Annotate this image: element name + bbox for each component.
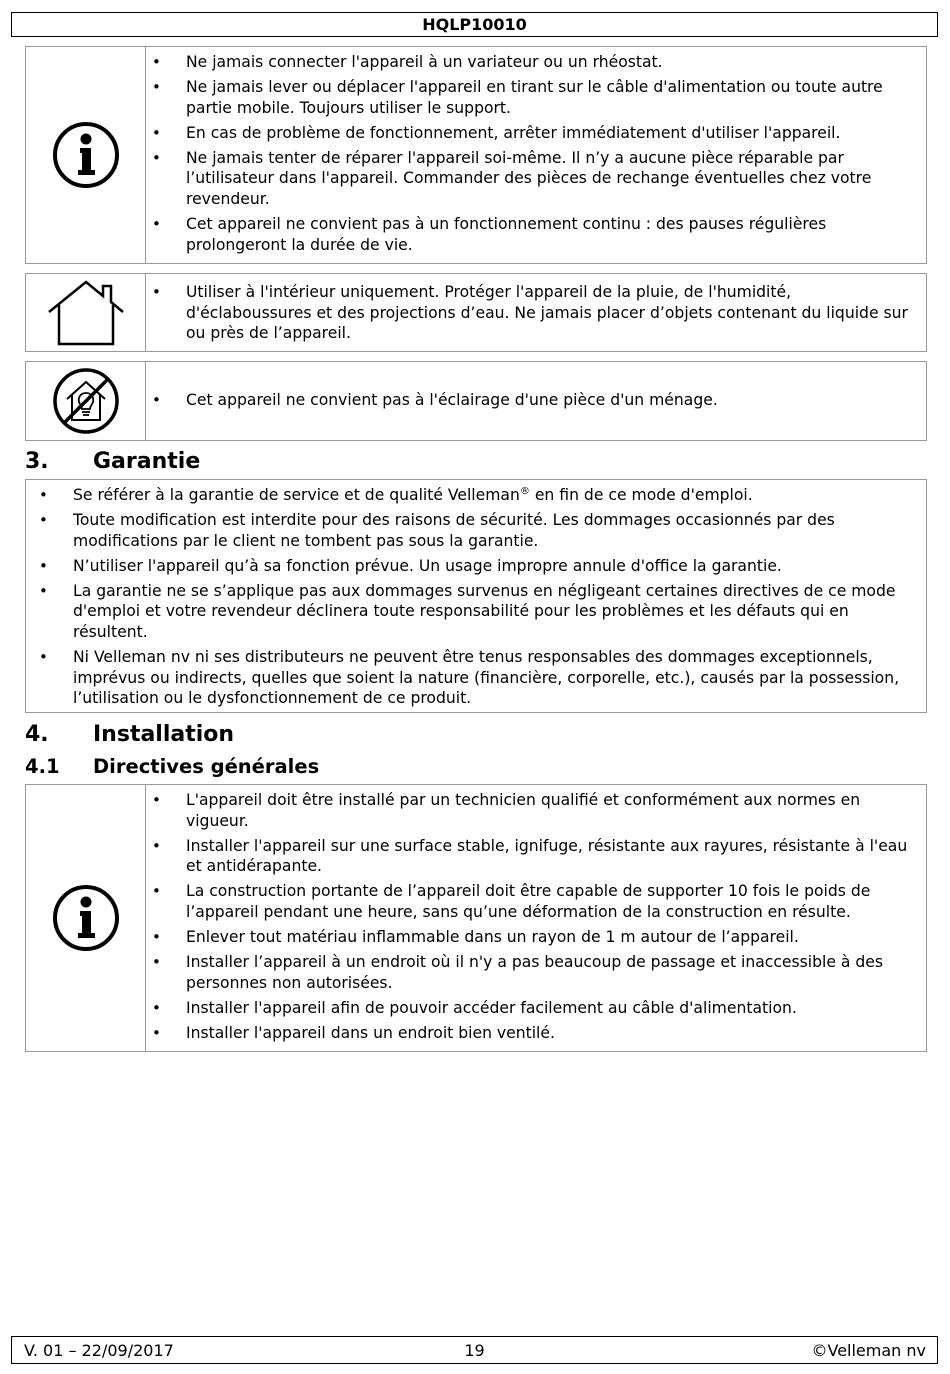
section-number: 4. xyxy=(25,722,49,747)
bullet-list xyxy=(146,790,920,1044)
list-item: • Cet appareil ne convient pas à l'éclairage d'une pièce d'un ménage. xyxy=(146,390,920,411)
list-item xyxy=(26,485,920,506)
page-footer xyxy=(11,1336,938,1364)
text-cell xyxy=(146,47,926,263)
list-item: • Enlever tout matériau inflammable dans un rayon de 1 m autour de l’appareil. xyxy=(146,927,920,948)
section-title: Garantie xyxy=(93,449,201,474)
safety-box-household xyxy=(25,361,927,441)
section-number: 4.1 xyxy=(25,755,60,778)
bullet-list xyxy=(146,282,920,344)
list-item: • Ni Velleman nv ni ses distributeurs ne peuvent être tenus responsables des dommages exceptionnels, imprévus ou indirects, quelles que soient la nature (financière, corporelle, etc.), causés par la possession, l’utilisation ou le dysfonctionnement de ce produit. xyxy=(26,647,920,709)
safety-box-info xyxy=(25,46,927,264)
copyright: ©Velleman nv xyxy=(811,1341,926,1360)
list-item: • Installer l'appareil dans un endroit bien ventilé. xyxy=(146,1023,920,1044)
bullet-list xyxy=(146,52,920,255)
item-text: en fin de ce mode d'emploi. xyxy=(529,486,753,504)
list-item: • Cet appareil ne convient pas à un fonctionnement continu : des pauses régulières prolongeront la durée de vie. xyxy=(146,214,920,255)
list-item: • Toute modification est interdite pour des raisons de sécurité. Les dommages occasionnés par des modifications par le client ne tombent pas sous la garantie. xyxy=(26,510,920,551)
text-cell xyxy=(146,785,926,1051)
icon-cell xyxy=(26,785,146,1051)
installation-box-info xyxy=(25,784,927,1052)
icon-cell xyxy=(26,274,146,351)
safety-box-indoor xyxy=(25,273,927,352)
list-item: • Installer l'appareil sur une surface stable, ignifuge, résistante aux rayures, résistante à l'eau et antidérapante. xyxy=(146,836,920,877)
item-text: Se référer à la garantie de service et de qualité Velleman xyxy=(73,486,520,504)
section-title: Directives générales xyxy=(93,755,320,778)
list-item: • Utiliser à l'intérieur uniquement. Protéger l'appareil de la pluie, de l'humidité, d'éclaboussures et des projections d’eau. Ne jamais placer d’objets contenant du liquide sur ou près de l’appareil. xyxy=(146,282,920,344)
list-item: • Ne jamais connecter l'appareil à un variateur ou un rhéostat. xyxy=(146,52,920,73)
text-cell xyxy=(146,362,926,440)
model-title: HQLP10010 xyxy=(422,15,527,34)
icon-cell xyxy=(26,362,146,440)
info-icon xyxy=(51,120,121,190)
section-number: 3. xyxy=(25,449,49,474)
page-header xyxy=(11,12,938,37)
list-item: • Installer l’appareil à un endroit où il n'y a pas beaucoup de passage et inaccessible à des personnes non autorisées. xyxy=(146,952,920,993)
section-heading xyxy=(25,722,234,748)
info-icon xyxy=(51,883,121,953)
bullet-list xyxy=(26,485,920,709)
subsection-heading xyxy=(25,755,319,779)
registered-mark: ® xyxy=(519,485,530,497)
list-item: • Ne jamais lever ou déplacer l'appareil en tirant sur le câble d'alimentation ou toute autre partie mobile. Toujours utiliser le support. xyxy=(146,77,920,118)
list-item: • La garantie ne se s’applique pas aux dommages survenus en négligeant certaines directives de ce mode d'emploi et votre revendeur déclinera toute responsabilité pour les problèmes et les défauts qui en résultent. xyxy=(26,581,920,643)
list-item: • En cas de problème de fonctionnement, arrêter immédiatement d'utiliser l'appareil. xyxy=(146,123,920,144)
house-icon xyxy=(45,278,127,348)
list-item: • Ne jamais tenter de réparer l'appareil soi-même. Il n’y a aucune pièce réparable par l’utilisateur dans l'appareil. Commander des pièces de rechange éventuelles chez votre revendeur. xyxy=(146,148,920,210)
list-item: • N’utiliser l'appareil qu’à sa fonction prévue. Un usage impropre annule d'office la garantie. xyxy=(26,556,920,577)
section-title: Installation xyxy=(93,722,235,747)
list-item: • L'appareil doit être installé par un technicien qualifié et conformément aux normes en vigueur. xyxy=(146,790,920,831)
text-cell xyxy=(26,480,926,712)
section-heading xyxy=(25,449,200,475)
version-date: V. 01 – 22/09/2017 xyxy=(24,1341,174,1360)
list-item: • La construction portante de l’appareil doit être capable de supporter 10 fois le poids de l’appareil pendant une heure, sans qu’une déformation de la construction en résulte. xyxy=(146,881,920,922)
bullet-list xyxy=(146,390,920,411)
no-household-lighting-icon xyxy=(51,366,121,436)
list-item: • Installer l'appareil afin de pouvoir accéder facilement au câble d'alimentation. xyxy=(146,998,920,1019)
icon-cell xyxy=(26,47,146,263)
text-cell xyxy=(146,274,926,351)
garantie-box xyxy=(25,479,927,713)
page-number: 19 xyxy=(464,1341,485,1360)
